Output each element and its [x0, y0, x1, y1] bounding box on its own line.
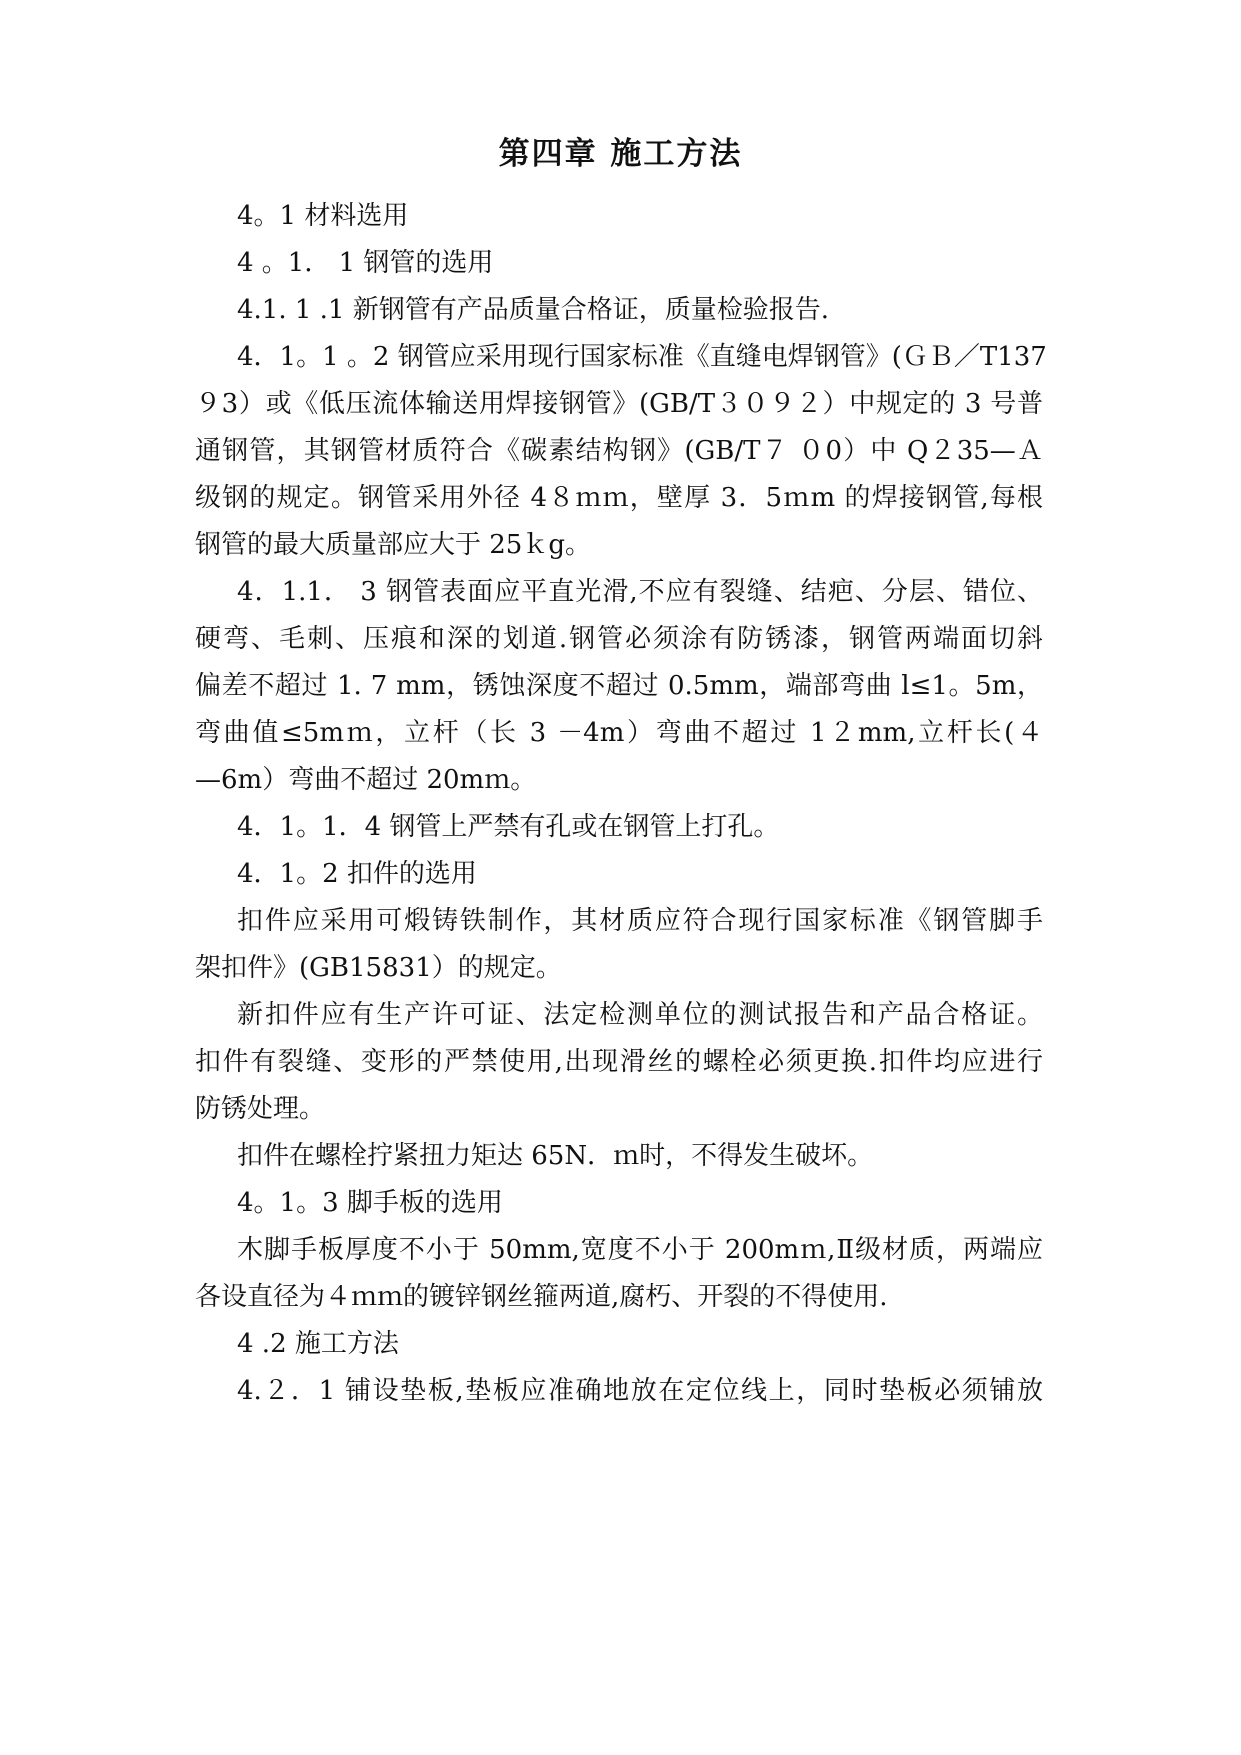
paragraph-line: 通钢管，其钢管材质符合《碳素结构钢》(GB/T７ ０0）中 Q２35—Ａ	[195, 436, 1043, 466]
subsection-heading: 4．1。2 扣件的选用	[237, 859, 477, 889]
paragraph-line: 架扣件》(GB15831）的规定。	[195, 953, 562, 983]
chapter-title: 第四章 施工方法	[498, 136, 743, 172]
subsection-heading: 4 。1． 1 钢管的选用	[237, 248, 494, 278]
paragraph-line: 扣件应采用可煅铸铁制作，其材质应符合现行国家标准《钢管脚手	[237, 906, 1043, 936]
paragraph-line: 扣件有裂缝、变形的严禁使用,出现滑丝的螺栓必须更换.扣件均应进行	[195, 1047, 1043, 1077]
paragraph-line: 新扣件应有生产许可证、法定检测单位的测试报告和产品合格证。	[237, 1000, 1043, 1030]
paragraph-line: 防锈处理。	[195, 1094, 326, 1124]
paragraph-line: 扣件在螺栓拧紧扭力矩达 65N．ｍ时，不得发生破坏。	[237, 1141, 874, 1171]
paragraph-line: 弯曲值≤5mｍ，立杆（长 3 －4m）弯曲不超过 1２mm,立杆长(４	[195, 718, 1043, 748]
paragraph-line: 各设直径为４ｍｍ的镀锌钢丝箍两道,腐朽、开裂的不得使用.	[195, 1282, 888, 1312]
paragraph-line: —6m）弯曲不超过 20mｍ。	[195, 765, 537, 795]
paragraph-line: 4．1.1． 3 钢管表面应平直光滑,不应有裂缝、结疤、分层、错位、	[237, 577, 1043, 607]
paragraph-line: 硬弯、毛刺、压痕和深的划道.钢管必须涂有防锈漆，钢管两端面切斜	[195, 624, 1043, 654]
section-heading: 4 .2 施工方法	[237, 1329, 399, 1359]
paragraph-line: 木脚手板厚度不小于 50mm,宽度不小于 200mｍ,Ⅱ级材质，两端应	[237, 1235, 1043, 1265]
paragraph-line: 偏差不超过 1. 7 mm，锈蚀深度不超过 0.5mm，端部弯曲 l≤1。5m，	[195, 671, 1043, 701]
paragraph-line: 4．1。1 。2 钢管应采用现行国家标准《直缝电焊钢管》(ＧＢ／T137	[237, 342, 1047, 372]
paragraph-line: 钢管的最大质量部应大于 25ｋg。	[195, 530, 591, 560]
paragraph-line: 4.２．1 铺设垫板,垫板应准确地放在定位线上，同时垫板必须铺放	[237, 1376, 1043, 1406]
paragraph-line: 4．1。1．4 钢管上严禁有孔或在钢管上打孔。	[237, 812, 780, 842]
paragraph-line: 级钢的规定。钢管采用外径 4８ｍｍ，壁厚 3．5ｍm 的焊接钢管,每根	[195, 483, 1043, 513]
section-heading: 4。1 材料选用	[237, 201, 409, 231]
subsection-heading: 4。1。3 脚手板的选用	[237, 1188, 503, 1218]
paragraph-line: 4.1. 1 .1 新钢管有产品质量合格证，质量检验报告.	[237, 295, 830, 325]
paragraph-line: ９3）或《低压流体输送用焊接钢管》(GB/T３０９２）中规定的 3 号普	[195, 389, 1043, 419]
